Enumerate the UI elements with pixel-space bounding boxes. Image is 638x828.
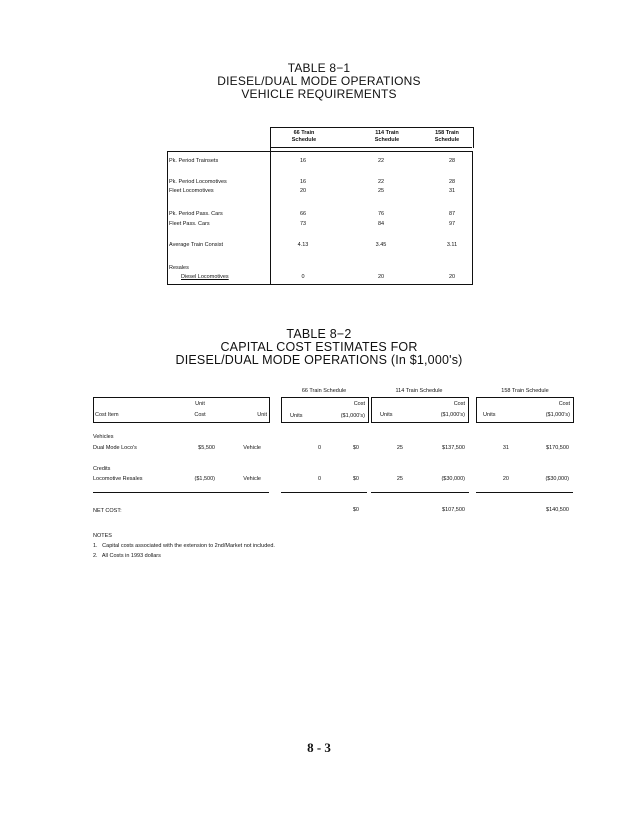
net-cost-114: $107,500 bbox=[442, 507, 465, 513]
table-8-2-title bbox=[0, 328, 638, 367]
cost-header-66-line1: Cost bbox=[353, 401, 365, 407]
net-cost-158: $140,500 bbox=[546, 507, 569, 513]
column-header-66 bbox=[279, 130, 329, 144]
cost-item-header: Cost Item bbox=[95, 412, 119, 418]
cell-value: 66 bbox=[299, 211, 307, 217]
notes bbox=[93, 531, 275, 561]
table-8-2-subheading: DIESEL/DUAL MODE OPERATIONS (In $1,000's) bbox=[175, 353, 463, 367]
column-header-114-line1: 114 Train bbox=[375, 130, 399, 136]
cost-header-114-line2: ($1,000's) bbox=[440, 412, 465, 418]
section-vehicles: Vehicles bbox=[93, 434, 114, 440]
cost-header-66-line2: ($1,000's) bbox=[340, 413, 365, 419]
cell-value: 28 bbox=[448, 179, 456, 185]
cost-158-resales: ($30,000) bbox=[545, 476, 569, 482]
table-8-1-number: TABLE 8−1 bbox=[287, 61, 351, 75]
units-114-dual-mode: 25 bbox=[396, 445, 403, 451]
cost-114-dual-mode: $137,500 bbox=[442, 445, 465, 451]
section-credits: Credits bbox=[93, 466, 111, 472]
cost-114-resales: ($30,000) bbox=[441, 476, 465, 482]
unit-cost-header-line1: Unit bbox=[195, 401, 205, 407]
cost-header-114-line1: Cost bbox=[453, 401, 465, 407]
notes-heading: NOTES bbox=[93, 533, 112, 539]
cell-value: 20 bbox=[377, 274, 385, 280]
column-header-114 bbox=[362, 130, 412, 144]
units-header-158: Units bbox=[483, 412, 496, 418]
cost-66-dual-mode: $0 bbox=[352, 445, 359, 451]
table-8-1-title bbox=[0, 62, 638, 101]
cell-value: 97 bbox=[448, 221, 456, 227]
cell-value: 76 bbox=[377, 211, 385, 217]
cost-66-resales: $0 bbox=[352, 476, 359, 482]
units-header-114: Units bbox=[380, 412, 393, 418]
total-rule-items bbox=[93, 492, 269, 493]
column-header-66-line1: 66 Train bbox=[293, 130, 315, 136]
row-label: Pk. Period Pass. Cars bbox=[169, 211, 223, 217]
cell-value: 31 bbox=[448, 188, 456, 194]
note-item: 2. All Costs in 1993 dollars bbox=[93, 553, 161, 559]
unit-resales: Vehicle bbox=[243, 476, 261, 482]
cell-value: 16 bbox=[299, 158, 307, 164]
row-label: Average Train Consist bbox=[169, 242, 224, 248]
row-label: Fleet Pass. Cars bbox=[169, 221, 210, 227]
cell-value: 4.13 bbox=[297, 242, 309, 248]
units-114-resales: 25 bbox=[396, 476, 403, 482]
page-number: 8 - 3 bbox=[307, 740, 331, 755]
row-label: Diesel Locomotives bbox=[181, 274, 229, 280]
total-rule-114 bbox=[371, 492, 469, 493]
unit-header: Unit bbox=[257, 412, 267, 418]
row-label: Resales bbox=[169, 265, 189, 271]
unit-cost-dual-mode: $5,500 bbox=[198, 445, 215, 451]
table-8-2-number: TABLE 8−2 bbox=[286, 327, 352, 341]
cell-value: 3.45 bbox=[375, 242, 387, 248]
row-label: Fleet Locomotives bbox=[169, 188, 214, 194]
cell-value: 0 bbox=[301, 274, 305, 280]
cell-value: 87 bbox=[448, 211, 456, 217]
label-column-divider bbox=[270, 147, 271, 285]
note-item: 1. Capital costs associated with the extension to 2nd/Market not included. bbox=[93, 543, 275, 549]
units-header-66: Units bbox=[290, 413, 303, 419]
cell-value: 84 bbox=[377, 221, 385, 227]
cost-158-dual-mode: $170,500 bbox=[546, 445, 569, 451]
cell-value: 22 bbox=[377, 158, 385, 164]
column-header-158-line2: Schedule bbox=[434, 137, 460, 143]
unit-cost-resales: ($1,500) bbox=[194, 476, 215, 482]
table-8-1-subheading: VEHICLE REQUIREMENTS bbox=[241, 87, 397, 101]
cell-value: 16 bbox=[299, 179, 307, 185]
table-8-1-heading: DIESEL/DUAL MODE OPERATIONS bbox=[217, 74, 421, 88]
column-header-114-line2: Schedule bbox=[374, 137, 400, 143]
unit-dual-mode: Vehicle bbox=[243, 445, 261, 451]
row-label-resales: Locomotive Resales bbox=[93, 476, 143, 482]
column-header-158-line1: 158 Train bbox=[435, 130, 459, 136]
cell-value: 73 bbox=[299, 221, 307, 227]
cell-value: 3.11 bbox=[446, 242, 458, 248]
total-rule-66 bbox=[281, 492, 367, 493]
table-8-2-heading: CAPITAL COST ESTIMATES FOR bbox=[220, 340, 418, 354]
row-label-dual-mode: Dual Mode Loco's bbox=[93, 445, 137, 451]
group-114-train: 114 Train Schedule bbox=[395, 388, 443, 394]
cost-item-header-box bbox=[93, 397, 270, 423]
cell-value: 20 bbox=[448, 274, 456, 280]
cost-header-158-line2: ($1,000's) bbox=[545, 412, 570, 418]
cost-header-158-line1: Cost bbox=[558, 401, 570, 407]
units-66-resales: 0 bbox=[317, 476, 321, 482]
cell-value: 20 bbox=[299, 188, 307, 194]
column-header-66-line2: Schedule bbox=[291, 137, 317, 143]
cell-value: 22 bbox=[377, 179, 385, 185]
units-158-dual-mode: 31 bbox=[502, 445, 509, 451]
total-rule-158 bbox=[476, 492, 573, 493]
vehicle-requirements-table bbox=[167, 127, 472, 285]
group-66-train: 66 Train Schedule bbox=[301, 388, 347, 394]
header-rule bbox=[270, 147, 472, 148]
row-label: Pk. Period Locomotives bbox=[169, 179, 227, 185]
units-158-resales: 20 bbox=[502, 476, 509, 482]
column-header-158 bbox=[422, 130, 472, 144]
group-158-train: 158 Train Schedule bbox=[501, 388, 549, 394]
net-cost-66: $0 bbox=[352, 507, 359, 513]
unit-cost-header-line2: Cost bbox=[194, 412, 206, 418]
cell-value: 25 bbox=[377, 188, 385, 194]
cell-value: 28 bbox=[448, 158, 456, 164]
row-label: Pk. Period Trainsets bbox=[169, 158, 219, 164]
net-cost-label: NET COST: bbox=[93, 508, 122, 514]
units-66-dual-mode: 0 bbox=[317, 445, 321, 451]
table-body-box bbox=[167, 151, 473, 285]
